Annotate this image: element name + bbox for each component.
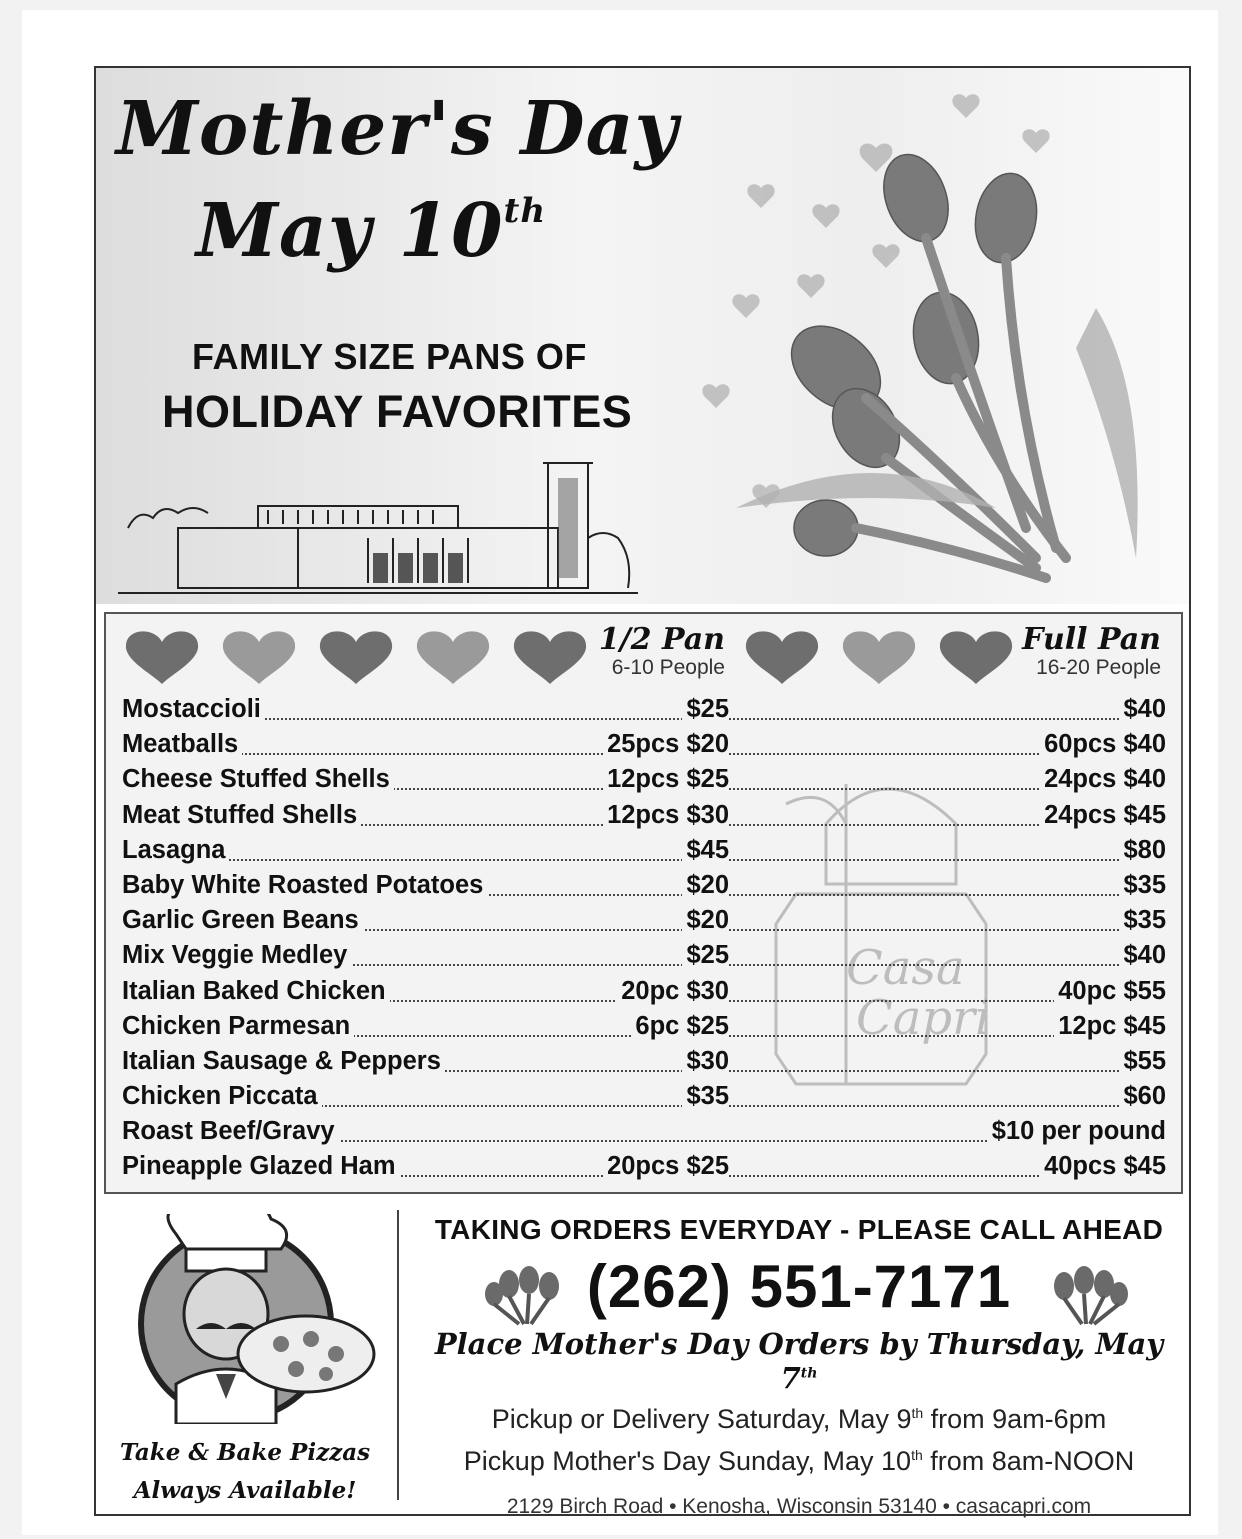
menu-row <box>122 833 1166 868</box>
menu-item-name: Italian Baked Chicken <box>122 974 390 1009</box>
pickup-saturday: Pickup or Delivery Saturday, May 9th from 9am-6pm <box>491 1404 1107 1434</box>
half-pan-price: 6pc $25 <box>631 1009 729 1044</box>
menu-item-name: Mostaccioli <box>122 692 265 727</box>
menu-rows <box>122 692 1166 1185</box>
full-pan-header <box>1022 624 1161 680</box>
pickup-sunday: Pickup Mother's Day Sunday, May 10th from 8am-NOON <box>463 1446 1135 1476</box>
take-bake-text <box>100 1434 390 1510</box>
full-pan-price: 40pc $55 <box>1054 974 1166 1009</box>
full-pan-price: $10 per pound <box>988 1114 1166 1149</box>
take-bake-line-1: Take & Bake Pizzas <box>119 1439 371 1466</box>
tulip-icon-right <box>1034 1266 1144 1326</box>
half-pan-header <box>599 624 725 680</box>
menu-item-name: Meatballs <box>122 727 242 762</box>
heart-icon <box>223 631 295 684</box>
half-pan-label: 1/2 Pan <box>598 622 725 657</box>
vertical-divider <box>397 1210 399 1500</box>
svg-text:Casa: Casa <box>846 940 965 996</box>
full-pan-price: $35 <box>1119 903 1166 938</box>
full-pan-price: $40 <box>1119 938 1166 973</box>
order-info <box>414 1214 1184 1519</box>
menu-item-name: Meat Stuffed Shells <box>122 798 361 833</box>
subtitle-1: FAMILY SIZE PANS OF <box>192 336 587 377</box>
menu-item-name: Garlic Green Beans <box>122 903 363 938</box>
menu-item-name: Chicken Piccata <box>122 1079 322 1114</box>
menu-item-name: Chicken Parmesan <box>122 1009 354 1044</box>
menu-row <box>122 1044 1166 1079</box>
half-pan-price: $30 <box>682 1044 729 1079</box>
menu-row <box>122 1149 1166 1184</box>
full-pan-price: 24pcs $45 <box>1040 798 1166 833</box>
menu-row <box>122 974 1166 1009</box>
half-pan-price: $35 <box>682 1079 729 1114</box>
menu-item-name: Roast Beef/Gravy <box>122 1114 339 1149</box>
menu-row <box>122 1009 1166 1044</box>
heart-icon <box>417 631 489 684</box>
menu-row <box>122 762 1166 797</box>
dot-leader <box>122 692 1166 720</box>
menu-row <box>122 798 1166 833</box>
half-pan-price: $20 <box>682 868 729 903</box>
heart-decor <box>1022 129 1049 153</box>
heart-decor <box>952 94 979 118</box>
half-pan-price: 25pcs $20 <box>603 727 729 762</box>
heart-icon <box>320 631 392 684</box>
heart-decor <box>812 204 839 228</box>
heart-icon <box>126 631 198 684</box>
restaurant-building-image <box>118 458 638 598</box>
tulip-icon-left <box>469 1266 579 1326</box>
heart-decor <box>797 274 824 298</box>
half-pan-price: $45 <box>682 833 729 868</box>
call-ahead-text: TAKING ORDERS EVERYDAY - PLEASE CALL AHEAD <box>434 1214 1164 1245</box>
full-pan-price: $40 <box>1119 692 1166 727</box>
half-pan-price: $25 <box>682 938 729 973</box>
half-pan-price: 20pcs $25 <box>603 1149 729 1184</box>
menu-item-name: Cheese Stuffed Shells <box>122 762 394 797</box>
hero-section <box>96 68 1189 604</box>
menu-row <box>122 938 1166 973</box>
flyer-page <box>22 10 1218 1535</box>
menu-item-name: Baby White Roasted Potatoes <box>122 868 487 903</box>
svg-text:Capri: Capri <box>856 990 991 1046</box>
tulips-image <box>676 88 1189 604</box>
menu-item-name: Mix Veggie Medley <box>122 938 351 973</box>
full-pan-price: $35 <box>1119 868 1166 903</box>
menu-item-name: Pineapple Glazed Ham <box>122 1149 400 1184</box>
full-pan-price: 60pcs $40 <box>1040 727 1166 762</box>
menu-row <box>122 727 1166 762</box>
heart-decor <box>702 384 729 408</box>
flyer-frame <box>94 66 1191 1516</box>
dot-leader <box>122 833 1166 861</box>
half-pan-price: 12pcs $25 <box>603 762 729 797</box>
full-pan-price: $60 <box>1119 1079 1166 1114</box>
menu-row <box>122 692 1166 727</box>
full-pan-price: 24pcs $40 <box>1040 762 1166 797</box>
heart-decor <box>872 244 899 268</box>
menu-row <box>122 1079 1166 1114</box>
menu-row <box>122 903 1166 938</box>
take-bake-line-2: Always Available! <box>133 1477 357 1504</box>
heart-decor <box>747 184 774 208</box>
full-pan-price: 40pcs $45 <box>1040 1149 1166 1184</box>
full-pan-people: 16-20 People <box>1036 656 1161 679</box>
menu-row <box>122 1114 1166 1149</box>
full-pan-label: Full Pan <box>1022 622 1161 657</box>
heart-icon <box>746 631 818 684</box>
full-pan-price: $55 <box>1119 1044 1166 1079</box>
heart-row-right <box>740 628 1020 688</box>
half-pan-price: $25 <box>682 692 729 727</box>
half-pan-price: 12pcs $30 <box>603 798 729 833</box>
half-pan-people: 6-10 People <box>611 656 725 679</box>
menu-row <box>122 868 1166 903</box>
heart-icon <box>843 631 915 684</box>
heart-decor <box>732 294 759 318</box>
menu-table <box>104 612 1183 1194</box>
heart-icon <box>514 631 586 684</box>
heart-row-left <box>120 628 590 688</box>
address-line: 2129 Birch Road • Kenosha, Wisconsin 53140 • casacapri.com <box>506 1495 1092 1518</box>
menu-item-name: Italian Sausage & Peppers <box>122 1044 445 1079</box>
chef-icon <box>116 1214 386 1424</box>
title-line-1: Mother's Day <box>116 86 679 172</box>
full-pan-price: 12pc $45 <box>1054 1009 1166 1044</box>
subtitle-2: HOLIDAY FAVORITES <box>162 386 633 437</box>
full-pan-price: $80 <box>1119 833 1166 868</box>
title-line-2: May 10th <box>196 188 547 274</box>
order-deadline: Place Mother's Day Orders by Thursday, May 7th <box>434 1327 1164 1395</box>
half-pan-price: 20pc $30 <box>617 974 729 1009</box>
phone-number[interactable]: (262) 551-7171 <box>586 1253 1012 1320</box>
half-pan-price: $20 <box>682 903 729 938</box>
menu-item-name: Lasagna <box>122 833 229 868</box>
heart-icon <box>940 631 1012 684</box>
